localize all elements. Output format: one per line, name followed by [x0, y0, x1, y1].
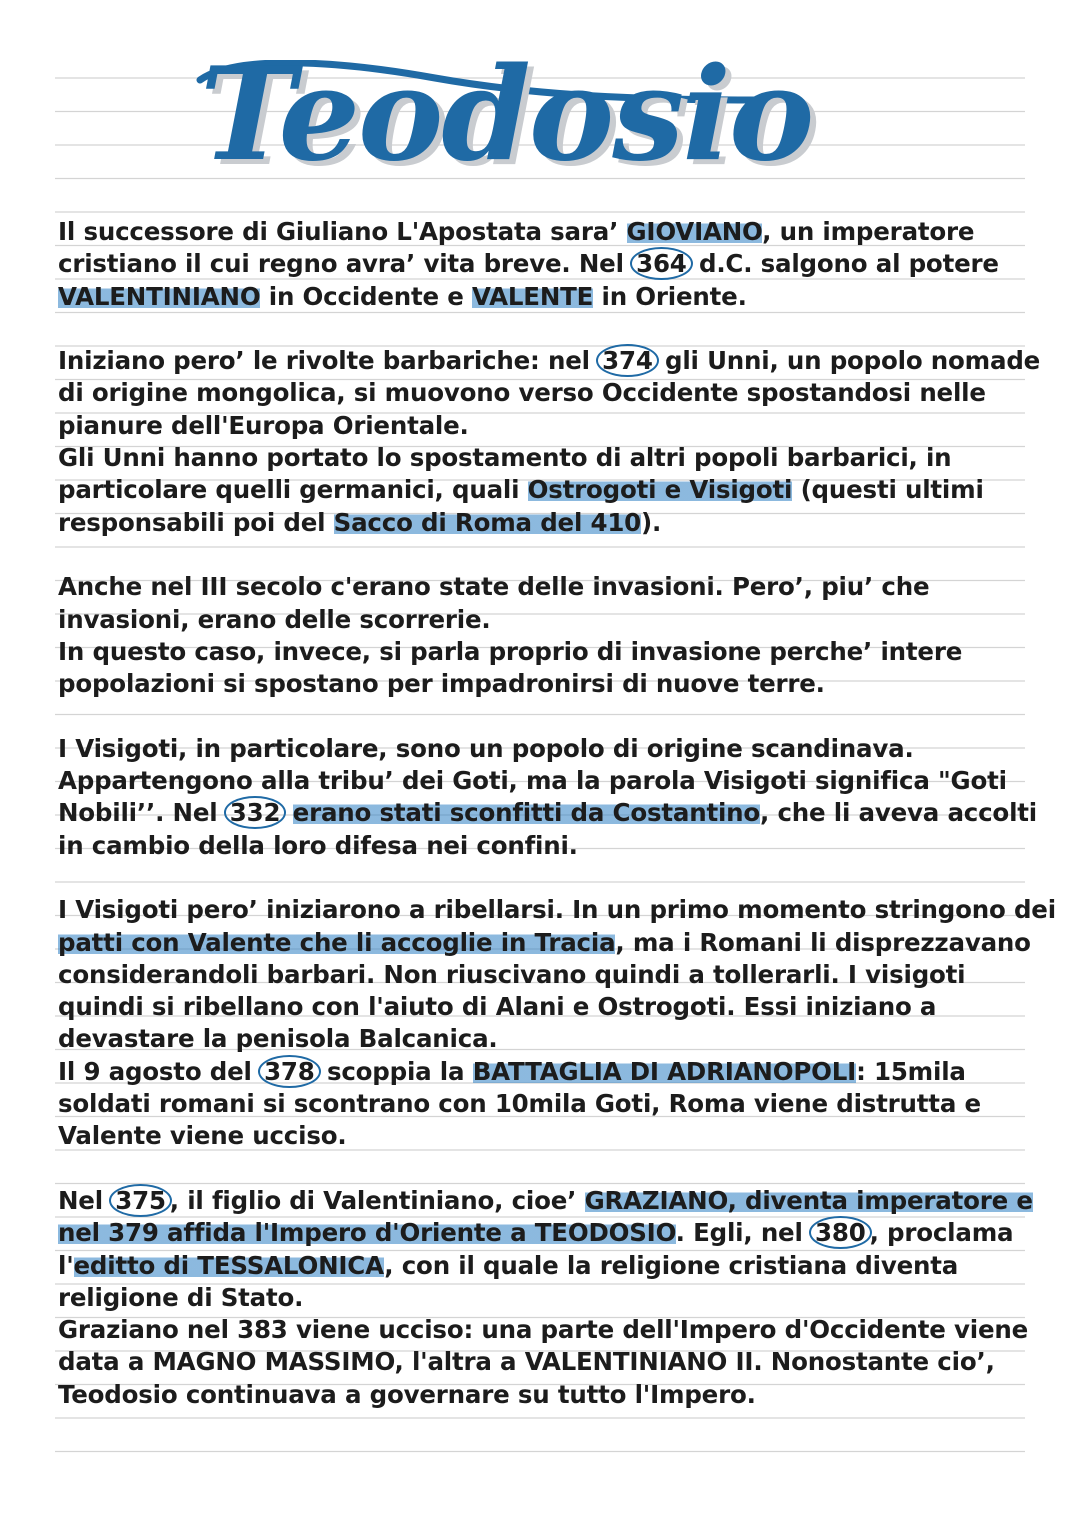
highlight-ostrogoti-visigoti: Ostrogoti e Visigoti [527, 475, 793, 505]
highlight-gioviano: GIOVIANO [626, 217, 763, 246]
paragraph-unni: Iniziano pero’ le rivolte barbariche: nel 374 gli Unni, un popolo nomade di origine mongolica, si muovono verso Occidente spostandosi nelle pianure dell'Europa Orientale. Gli Unni hanno portato lo spostamento di altri popoli barbarici, in particolare quelli germanici, quali Ostrogoti e Visigoti (questi ultimi responsabili poi del Sacco di Roma del 410). [58, 346, 1041, 537]
paragraph-adrianopoli: I Visigoti pero’ iniziarono a ribellarsi. In un primo momento stringono dei patti con Valente che li accoglie in Tracia, ma i Romani li disprezzavano considerandoli barbari. Non riuscivano quindi a tollerarli. I visigoti quindi si ribellano con l'aiuto di Alani e Ostrogoti. Essi iniziano a devastare la penisola Balcanica. Il 9 agosto del 378 scoppia la BATTAGLIA DI ADRIANOPOLI: 15mila soldati romani si scontrano con 10mila Goti, Roma viene distrutta e Valente viene ucciso. [58, 895, 1056, 1151]
page-title: Teodosio [200, 40, 813, 190]
paragraph-invasioni: Anche nel III secolo c'erano state delle invasioni. Pero’, piu’ che invasioni, erano delle scorrerie. In questo caso, invece, si parla proprio di invasione perche’ intere popolazioni si spostano per impadronirsi di nuove terre. [58, 572, 963, 699]
highlight-valente: VALENTE [472, 281, 594, 311]
highlight-battaglia: BATTAGLIA DI ADRIANOPOLI [472, 1056, 857, 1086]
circled-year-364: 364 [630, 247, 693, 280]
circled-year-378: 378 [258, 1055, 321, 1088]
circled-year-332: 332 [224, 796, 287, 829]
paragraph-visigoti: I Visigoti, in particolare, sono un popolo di origine scandinava. Appartengono alla tribu’ dei Goti, ma la parola Visigoti significa "Goti Nobili’’. Nel 332 erano stati sconfitti da Costantino, che li aveva accolti in cambio della loro difesa nei confini. [58, 733, 1037, 860]
circled-year-374: 374 [596, 344, 659, 377]
circled-year-375: 375 [109, 1184, 172, 1217]
highlight-costantino: erano stati sconfitti da Costantino [292, 798, 761, 828]
circled-year-380: 380 [809, 1216, 872, 1249]
highlight-valentiniano: VALENTINIANO [58, 281, 261, 311]
paragraph-graziano: Nel 375 , il figlio di Valentiniano, cioe’ GRAZIANO, diventa imperatore e nel 379 affida l'Impero d'Oriente a TEODOSIO. Egli, nel 380 , proclama l'editto di TESSALONICA, con il quale la religione cristiana diventa religione di Stato. Graziano nel 383 viene ucciso: una parte dell'Impero d'Occidente viene data a MAGNO MASSIMO, l'altra a VALENTINIANO II. Nonostante cio’, Teodosio continuava a governare su tutto l'Impero. [58, 1185, 1033, 1409]
paragraph-gioviano: Il successore di Giuliano L'Apostata sara’ GIOVIANO, un imperatore cristiano il cui regno avra’ vita breve. Nel 364 d.C. salgono al potere VALENTINIANO in Occidente e VALENTE in Oriente. [58, 217, 999, 311]
highlight-tessalonica: editto di TESSALONICA [73, 1250, 385, 1280]
highlight-tracia: patti con Valente che li accoglie in Tracia [58, 927, 616, 957]
notes-body [58, 216, 1058, 1443]
highlight-graziano: GRAZIANO, diventa imperatore e nel 379 affida l'Impero d'Oriente a TEODOSIO [58, 1185, 1033, 1248]
highlight-sacco-di-roma: Sacco di Roma del 410 [333, 507, 642, 537]
